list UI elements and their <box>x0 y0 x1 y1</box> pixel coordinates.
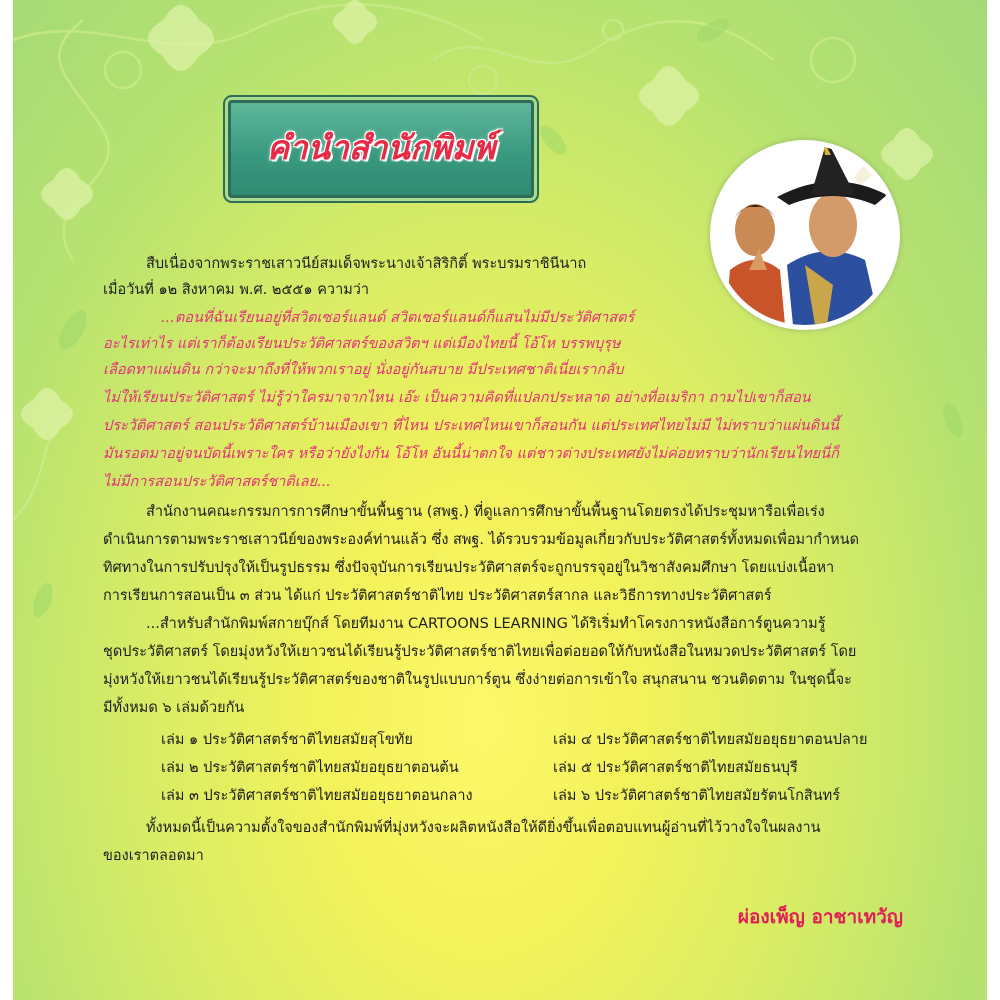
volume-item: เล่ม ๓ ประวัติศาสตร์ชาติไทยสมัยอยุธยาตอนกลาง <box>161 788 473 804</box>
quote-line: ...ตอนที่ฉันเรียนอยู่ที่สวิตเซอร์แลนด์ สวิตเซอร์แลนด์ก็แสนไม่มีประวัติศาสตร์ <box>161 310 635 326</box>
intro-line-1: สืบเนื่องจากพระราชเสาวนีย์สมเด็จพระนางเจ้าสิริกิติ์ พระบรมราชินีนาถ <box>146 256 587 272</box>
signature-name: ผ่องเพ็ญ อาชาเทวัญ <box>737 906 903 928</box>
paragraph-line: ชุดประวัติศาสตร์ โดยมุ่งหวังให้เยาวชนได้เรียนรู้ประวัติศาสตร์ชาติไทยเพื่อต่อยอดให้กับหนังสือในหมวดประวัติศาสตร์ โดย <box>103 644 857 660</box>
paragraph-line: ...สำหรับสำนักพิมพ์สกายบุ๊กส์ โดยทีมงาน CARTOONS LEARNING ได้ริเริ่มทำโครงการหนังสือการ์ตูนความรู้ <box>146 616 826 632</box>
volume-item: เล่ม ๖ ประวัติศาสตร์ชาติไทยสมัยรัตนโกสินทร์ <box>553 788 841 804</box>
book-page <box>13 0 987 1000</box>
quote-line: มันรอดมาอยู่จนบัดนี้เพราะใคร หรือว่ายังไงกัน โอ้โห อันนี้น่าตกใจ แต่ชาวต่างประเทศยังไม่ค่อยทราบว่านักเรียนไทยนี่ก็ <box>103 446 839 462</box>
paragraph-line: ดำเนินการตามพระราชเสาวนีย์ของพระองค์ท่านแล้ว ซึ่ง สพฐ. ได้รวบรวมข้อมูลเกี่ยวกับประวัติศาสตร์ทั้งหมดเพื่อมากำหนด <box>103 532 860 548</box>
title-banner <box>228 100 534 198</box>
volume-item: เล่ม ๒ ประวัติศาสตร์ชาติไทยสมัยอยุธยาตอนต้น <box>161 760 459 776</box>
paragraph-line: สำนักงานคณะกรรมการการศึกษาขั้นพื้นฐาน (สพฐ.) ที่ดูแลการศึกษาขั้นพื้นฐานโดยตรงได้ประชุมหารือเพื่อเร่ง <box>146 504 825 520</box>
quote-line: ประวัติศาสตร์ สอนประวัติศาสตร์บ้านเมืองเขา ที่ไหน ประเทศไหนเขาก็สอนกัน แต่ประเทศไทยไม่มี ไม่ทราบว่าแผ่นดินนี้ <box>103 418 839 434</box>
quote-line: ไม่ให้เรียนประวัติศาสตร์ ไม่รู้ว่าใครมาจากไหน เอ๊ะ เป็นความคิดที่แปลกประหลาด อย่างที่อเมริกา ถามไปเขาก็สอน <box>103 390 811 406</box>
quote-line: ไม่มีการสอนประวัติศาสตร์ชาติเลย... <box>103 474 331 490</box>
paragraph-line: มีทั้งหมด ๖ เล่มด้วยกัน <box>103 700 245 716</box>
paragraph-line: การเรียนการสอนเป็น ๓ ส่วน ได้แก่ ประวัติศาสตร์ชาติไทย ประวัติศาสตร์สากล และวิธีการทางประวัติศาสตร์ <box>103 588 772 604</box>
paragraph-line: มุ่งหวังให้เยาวชนได้เรียนรู้ประวัติศาสตร์ของชาติในรูปแบบการ์ตูน ซึ่งง่ายต่อการเข้าใจ สนุกสนาน ชวนติดตาม ในชุดนี้จะ <box>103 672 852 688</box>
intro-line-2: เมื่อวันที่ ๑๒ สิงหาคม พ.ศ. ๒๕๕๑ ความว่า <box>103 282 370 298</box>
paragraph-line: ทิศทางในการปรับปรุงให้เป็นรูปธรรม ซึ่งปัจจุบันการเรียนประวัติศาสตร์จะถูกบรรจุอยู่ในวิชาสังคมศึกษา โดยแบ่งเนื้อหา <box>103 560 835 576</box>
closing-line: ของเราตลอดมา <box>103 848 204 864</box>
cartoon-characters-portrait <box>710 140 900 330</box>
volume-item: เล่ม ๔ ประวัติศาสตร์ชาติไทยสมัยอยุธยาตอนปลาย <box>553 732 868 748</box>
volume-item: เล่ม ๑ ประวัติศาสตร์ชาติไทยสมัยสุโขทัย <box>161 732 413 748</box>
closing-line: ทั้งหมดนี้เป็นความตั้งใจของสำนักพิมพ์ที่มุ่งหวังจะผลิตหนังสือให้ดียิ่งขึ้นเพื่อตอบแทนผู้อ่านที่ไว้วางใจในผลงาน <box>146 820 821 836</box>
quote-line: เลือดทาแผ่นดิน กว่าจะมาถึงที่ให้พวกเราอยู่ นั่งอยู่กันสบาย มีประเทศชาติเนี่ยเรากลับ <box>103 362 624 378</box>
page-title: คำนำสำนักพิมพ์ <box>266 128 496 167</box>
quote-line: อะไรเท่าไร แต่เราก็ต้องเรียนประวัติศาสตร์ของสวิตฯ แต่เมืองไทยนี้ โอ้โห บรรพบุรุษ <box>103 336 621 352</box>
volume-item: เล่ม ๕ ประวัติศาสตร์ชาติไทยสมัยธนบุรี <box>553 760 798 776</box>
